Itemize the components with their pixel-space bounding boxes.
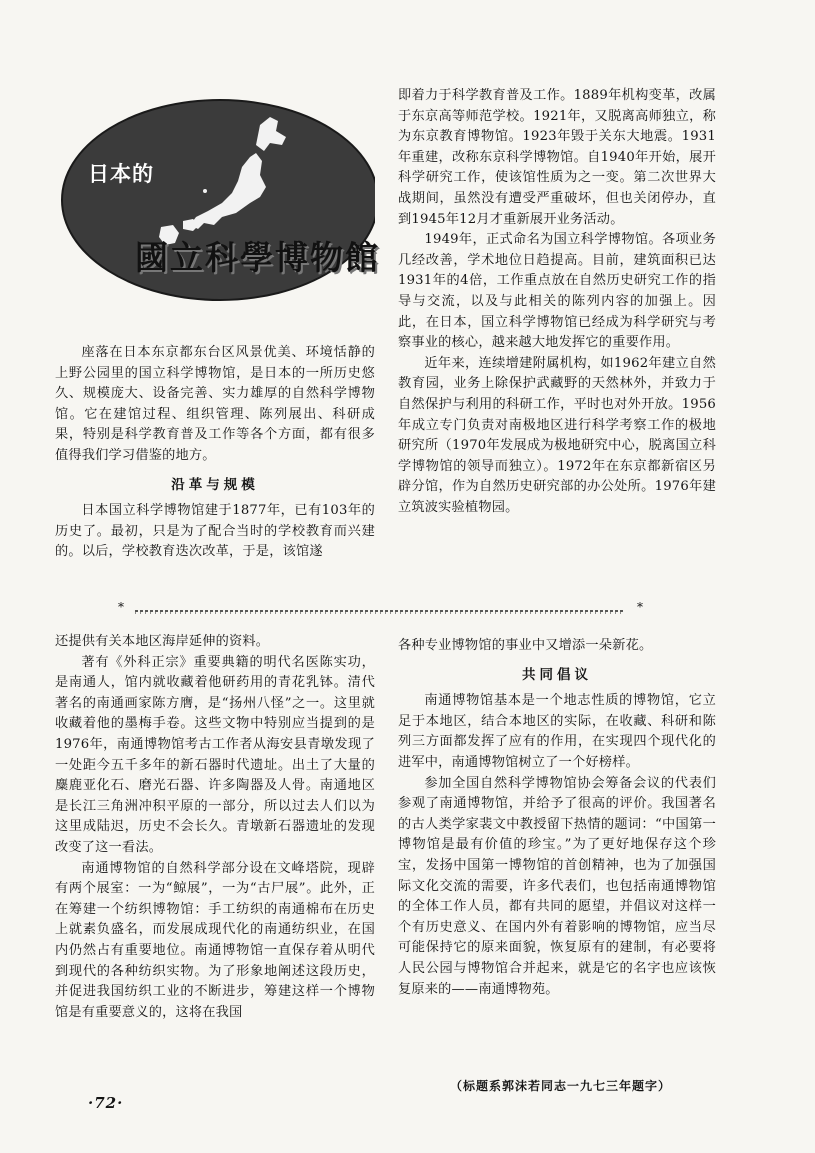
history-continued-paragraph: 即着力于科学教育普及工作。1889年机构变革，改属于东京高等师范学校。1921年，又脱离高师独立，称为东京教育博物馆。1923年毁于关东大地震。1931年重建，改称东京科学博物馆。自1940年开始，展开科学研究工作，使该馆性质为之一变。第二次世界大战期间，虽然没有遭受严重破坏，但也关闭停办，直到1945年12月才重新展开业务活动。: [398, 88, 716, 227]
summary-paragraph: 南通博物馆基本是一个地志性质的博物馆，它立足于本地区，结合本地区的实际，在收藏、科研和陈列三方面都发挥了应有的作用，在实现四个现代化的进军中，南通博物馆树立了一个好榜样。: [398, 693, 716, 770]
top-left-column: [55, 343, 375, 563]
banner-subtitle: 日本的: [88, 162, 154, 186]
top-right-column: [398, 86, 716, 518]
divider-star-right: *: [637, 600, 643, 614]
title-caption: （标题系郭沫若同志一九七三年题字）: [449, 1079, 671, 1093]
banner-title: 國立科學博物館: [135, 238, 380, 277]
recent-years-paragraph: 近年来，连续增建附属机构，如1962年建立自然教育园，业务上除保护武藏野的天然林外，并致力于自然保护与利用的科研工作，平时也对外开放。1956年成立专门负责对南极地区进行科学考察工作的极地研究所（1970年发展成为极地研究中心，脱离国立科学博物馆的领导而独立）。1972年在东京都新宿区另辟分馆，作为自然历史研究部的办公处所。1976年建立筑波实验植物园。: [398, 355, 716, 515]
page-number: ·72·: [88, 1094, 124, 1112]
decorative-divider: [115, 604, 645, 618]
continued-paragraph: 还提供有关本地区海岸延伸的资料。: [55, 634, 270, 649]
proposal-paragraph: 参加全国自然科学博物馆协会筹备会议的代表们参观了南通博物馆，并给予了很高的评价。我国著名的古人类学家裴文中教授留下热情的题词：“中国第一博物馆是最有价值的珍宝。”为了更好地保存这个珍宝，发扬中国第一博物馆的首创精神，也为了加强国际文化交流的需要，许多代表们，也包括南通博物馆的全体工作人员，都有共同的愿望，并倡议对这样一个有历史意义、在国内外有着影响的博物馆，应当尽可能保持它的原来面貌，恢复原有的建制，有必要将人民公园与博物馆合并起来，就是它的名字也应该恢复原来的——南通博物苑。: [398, 775, 716, 997]
divider-star-left: *: [118, 600, 124, 614]
history-paragraph: 日本国立科学博物馆建于1877年，已有103年的历史了。最初，只是为了配合当时的学校教育而兴建的。以后，学校教育迭次改革，于是，该馆遂: [55, 503, 375, 560]
collection-paragraph: 著有《外科正宗》重要典籍的明代名医陈实功，是南通人，馆内就收藏着他研药用的青花乳钵。清代著名的南通画家陈方膺，是“扬州八怪”之一。这里就收藏着他的墨梅手卷。这些文物中特别应当提到的是1976年，南通博物馆考古工作者从海安县青墩发现了一处距今五千多年的新石器时代遗址。出土了大量的麋鹿亚化石、磨光石器、许多陶器及人骨。南通地区是长江三角洲冲积平原的一部分，所以过去人们以为这里成陆迟，历史不会长久。青墩新石器遗址的发现改变了这一看法。: [55, 654, 375, 855]
section-heading: 沿革与规模: [171, 476, 259, 493]
bottom-right-column: [398, 636, 716, 1000]
section-heading: 共同倡议: [522, 666, 592, 683]
natural-science-paragraph: 南通博物馆的自然科学部分设在文峰塔院，现辟有两个展室：一为“鲸展”，一为“古尸展”。此外，正在筹建一个纺织博物馆：手工纺织的南通棉布在历史上就素负盛名，而发展成现代化的南通纺织业，在国内仍然占有重要地位。南通博物馆一直保存着从明代到现代的各种纺织实物。为了形象地阐述这段历史，并促进我国纺织工业的不断进步，筹建这样一个博物馆是有重要意义的，这将在我国: [55, 860, 375, 1020]
intro-paragraph: 座落在日本东京都东台区风景优美、环境恬静的上野公园里的国立科学博物馆，是日本的一所历史悠久、规模庞大、设备完善、实力雄厚的自然科学博物馆。它在建馆过程、组织管理、陈列展出、科研成果，特别是科学教育普及工作等各个方面，都有很多值得我们学习借鉴的地方。: [55, 345, 375, 463]
continued-paragraph: 各种专业博物馆的事业中又增添一朵新花。: [398, 638, 653, 653]
naming-paragraph: 1949年，正式命名为国立科学博物馆。各项业务几经改善，学术地位日趋提高。目前，建筑面积已达1931年的4倍，工作重点放在自然历史研究工作的指导与交流，以及与此相关的陈列内容的加强上。因此，在日本，国立科学博物馆已经成为科学研究与考察事业的核心，越来越大地发挥它的重要作用。: [398, 232, 716, 351]
bottom-left-column: [55, 632, 375, 1023]
